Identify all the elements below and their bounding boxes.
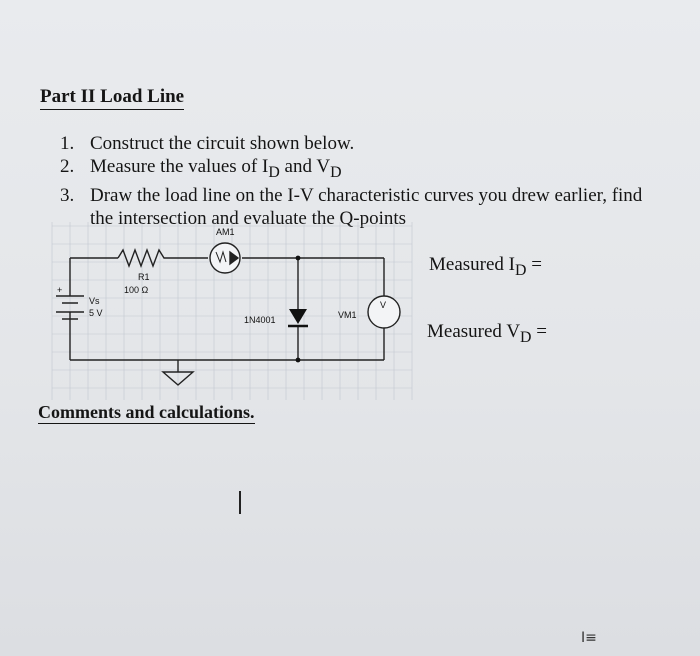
measured-id-prefix: Measured I (429, 254, 515, 275)
diode-label: 1N4001 (244, 315, 276, 325)
subscript: D (520, 328, 532, 346)
voltmeter-v-symbol: V (380, 300, 387, 310)
ibeam-cursor-icon: I≡ (581, 630, 597, 646)
measured-vd-label (427, 321, 547, 347)
measured-vd-suffix: = (531, 321, 547, 342)
measured-vd-prefix: Measured V (427, 321, 521, 342)
subscript: D (330, 163, 342, 181)
resistor-value: 100 Ω (124, 285, 149, 295)
step-number: 2. (60, 156, 75, 177)
ammeter-label: AM1 (216, 227, 235, 237)
measured-id-suffix: = (526, 254, 542, 275)
step-text: Draw the load line on the I-V characteristic curves you drew earlier, find (90, 184, 643, 206)
step-text: Construct the circuit shown below. (90, 133, 355, 154)
subscript: D (515, 261, 527, 279)
resistor-symbol (118, 250, 168, 266)
source-plus-sign: + (57, 285, 63, 295)
step-text-continued: the intersection and evaluate the Q-points (90, 207, 407, 229)
step-text: Measure the values of I (90, 156, 269, 177)
section-title: Part II Load Line (40, 86, 184, 110)
text-cursor (239, 491, 241, 514)
comments-heading: Comments and calculations. (38, 402, 255, 422)
step-number: 1. (60, 133, 75, 154)
resistor-label: R1 (138, 272, 150, 282)
voltmeter-label: VM1 (338, 310, 357, 320)
measured-id-label (429, 254, 542, 280)
source-label: Vs (89, 296, 100, 306)
step-number: 3. (60, 184, 75, 206)
step-text-mid: and V (279, 156, 331, 177)
subscript: D (268, 163, 280, 181)
source-value: 5 V (89, 308, 103, 318)
